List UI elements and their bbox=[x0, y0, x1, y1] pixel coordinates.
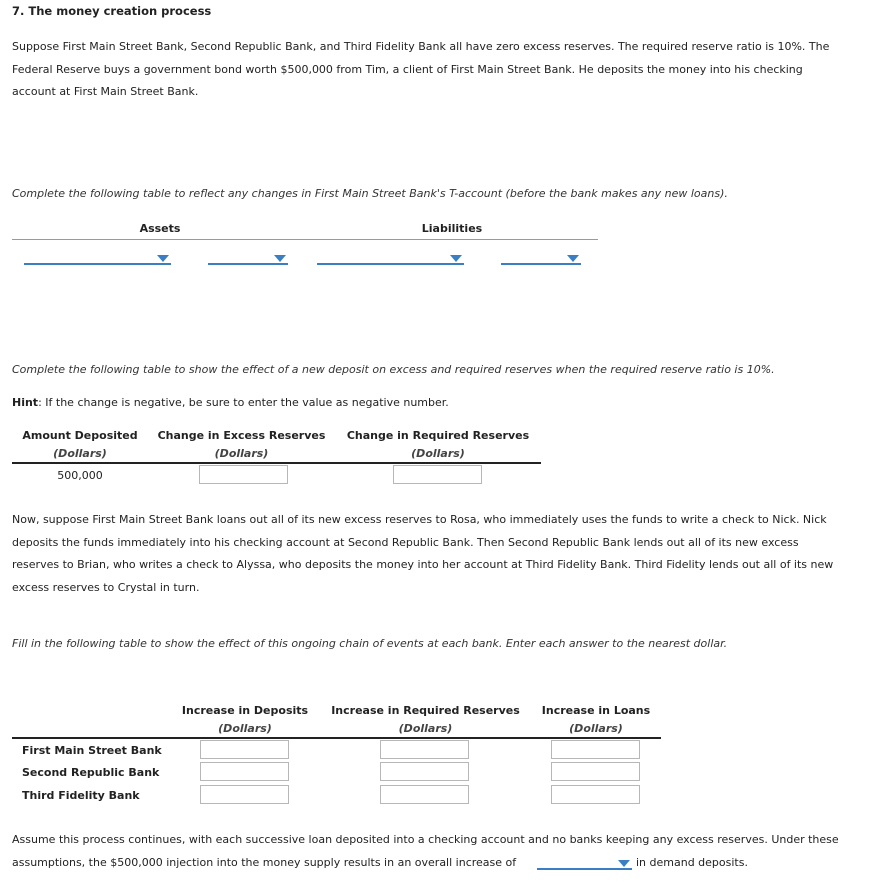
intro-paragraph bbox=[12, 36, 882, 104]
increase-deposits-header: Increase in Deposits bbox=[181, 704, 309, 717]
taccount-divider bbox=[12, 239, 598, 240]
liabilities-amount-dropdown[interactable] bbox=[501, 251, 581, 265]
second-republic-loans-input[interactable] bbox=[551, 762, 640, 781]
conclusion-line-2-after: in demand deposits. bbox=[636, 856, 748, 869]
taccount-instruction: Complete the following table to reflect any changes in First Main Street Bank's T-account (before the bank makes any new loans). bbox=[12, 187, 728, 200]
reserves-table-divider bbox=[12, 462, 541, 464]
first-main-loans-input[interactable] bbox=[551, 740, 640, 759]
liabilities-item-dropdown[interactable] bbox=[317, 251, 464, 265]
increase-required-header: Increase in Required Reserves bbox=[331, 704, 520, 717]
change-required-unit: (Dollars) bbox=[411, 447, 465, 460]
assets-amount-dropdown[interactable] bbox=[208, 251, 288, 265]
chain-line-4: excess reserves to Crystal in turn. bbox=[12, 580, 200, 594]
row-label-third-fidelity: Third Fidelity Bank bbox=[22, 789, 140, 802]
change-required-header: Change in Required Reserves bbox=[346, 429, 530, 442]
chevron-down-icon bbox=[274, 255, 286, 262]
chain-line-3: reserves to Brian, who writes a check to Alyssa, who deposits the money into her account at Third Fidelity Bank. Third Fidelity lends out all of its new bbox=[12, 558, 834, 571]
first-main-deposits-input[interactable] bbox=[200, 740, 289, 759]
section-title: 7. The money creation process bbox=[12, 4, 212, 18]
third-fidelity-loans-input[interactable] bbox=[551, 785, 640, 804]
chain-line-1: Now, suppose First Main Street Bank loans out all of its new excess reserves to Rosa, who immediately uses the funds to write a check to Nick. Nick bbox=[12, 513, 827, 526]
conclusion-line-1: Assume this process continues, with each successive loan deposited into a checking account and no banks keeping any excess reserves. Under these bbox=[12, 833, 839, 846]
assets-header: Assets bbox=[139, 222, 181, 235]
increase-required-unit: (Dollars) bbox=[398, 722, 453, 735]
row-label-first-main: First Main Street Bank bbox=[22, 744, 162, 757]
demand-deposits-dropdown[interactable] bbox=[537, 856, 632, 870]
increase-deposits-unit: (Dollars) bbox=[218, 722, 272, 735]
second-republic-deposits-input[interactable] bbox=[200, 762, 289, 781]
chevron-down-icon bbox=[157, 255, 169, 262]
intro-line-3: account at First Main Street Bank. bbox=[12, 85, 199, 98]
hint-body: : If the change is negative, be sure to enter the value as negative number. bbox=[38, 396, 449, 409]
amount-deposited-header: Amount Deposited bbox=[22, 429, 138, 442]
intro-line-1: Suppose First Main Street Bank, Second Republic Bank, and Third Fidelity Bank all have zero excess reserves. The required reserve ratio is 10%. The bbox=[12, 40, 830, 53]
chevron-down-icon bbox=[567, 255, 579, 262]
hint-label: Hint bbox=[12, 396, 39, 409]
second-republic-required-input[interactable] bbox=[380, 762, 469, 781]
reserves-instruction: Complete the following table to show the effect of a new deposit on excess and required reserves when the required reserve ratio is 10%. bbox=[12, 363, 775, 376]
chevron-down-icon bbox=[618, 860, 630, 867]
third-fidelity-required-input[interactable] bbox=[380, 785, 469, 804]
chain-line-2: deposits the funds immediately into his checking account at Second Republic Bank. Then Second Republic Bank lends out all of its new excess bbox=[12, 535, 799, 549]
amount-deposited-unit: (Dollars) bbox=[53, 447, 107, 460]
increase-loans-unit: (Dollars) bbox=[569, 722, 623, 735]
intro-line-2: Federal Reserve buys a government bond worth $500,000 from Tim, a client of First Main Street Bank. He deposits the money into his checking bbox=[12, 62, 803, 76]
change-excess-unit: (Dollars) bbox=[214, 447, 269, 460]
change-excess-input[interactable] bbox=[199, 465, 288, 484]
conclusion-line-2-before: assumptions, the $500,000 injection into the money supply results in an overall increase of bbox=[12, 856, 517, 869]
row-label-second-republic: Second Republic Bank bbox=[22, 766, 160, 779]
third-fidelity-deposits-input[interactable] bbox=[200, 785, 289, 804]
liabilities-header: Liabilities bbox=[421, 222, 483, 235]
change-excess-header: Change in Excess Reserves bbox=[157, 429, 326, 442]
amount-deposited-value: 500,000 bbox=[57, 469, 103, 482]
chain-paragraph bbox=[12, 509, 882, 599]
assets-item-dropdown[interactable] bbox=[24, 251, 171, 265]
increase-loans-header: Increase in Loans bbox=[541, 704, 651, 717]
first-main-required-input[interactable] bbox=[380, 740, 469, 759]
hint-text bbox=[12, 396, 449, 409]
chain-instruction: Fill in the following table to show the effect of this ongoing chain of events at each bank. Enter each answer to the nearest dollar. bbox=[12, 637, 728, 650]
chain-table-divider bbox=[12, 737, 661, 739]
chevron-down-icon bbox=[450, 255, 462, 262]
change-required-input[interactable] bbox=[393, 465, 482, 484]
